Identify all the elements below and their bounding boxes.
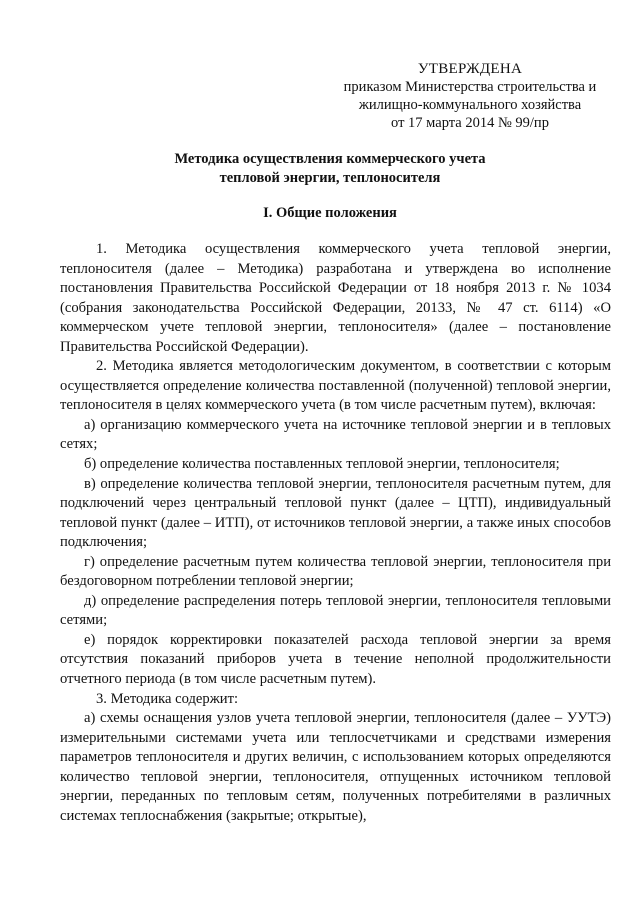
paragraph-3: 3. Методика содержит: bbox=[96, 690, 239, 707]
paragraph-1: 1. Методика осуществления коммерческого учета тепловой энергии, теплоносителя (далее – Методика) разработана и утверждена во исполнение постановления Правительства Российской Федерации от 18 ноября 2013 г. № 1034 (собрания законодательства Российской Федерации, 20133, № 47 ст. 6114) «О коммерческом учете тепловой энергии, теплоносителя» (далее – постановление Правительства Российской Федерации). bbox=[60, 241, 611, 355]
document-body bbox=[60, 240, 611, 826]
section-heading: I. Общие положения bbox=[263, 205, 397, 221]
paragraph-2c: в) определение количества тепловой энергии, теплоносителя расчетным путем, для подключений через центральный тепловой пункт (далее – ЦТП), индивидуальный тепловой пункт (далее – ИТП), от источников тепловой энергии, а также иных способов подключения; bbox=[60, 475, 611, 551]
paragraph-3a: а) схемы оснащения узлов учета тепловой энергии, теплоносителя (далее – УУТЭ) измерительными системами учета или теплосчетчиками и средствами измерения параметров теплоносителя и других величин, с использованием которых определяются количество тепловой энергии, теплоносителя, отпущенных источником тепловой энергии, переданных по тепловым сетям, полученных потребителями в различных системах теплоснабжения (закрытые; открытые), bbox=[60, 710, 611, 824]
document-title-line-2: тепловой энергии, теплоносителя bbox=[219, 170, 441, 186]
document-title-line-1: Методика осуществления коммерческого учета bbox=[174, 151, 486, 167]
document-title bbox=[60, 150, 600, 188]
paragraph-2e: д) определение распределения потерь тепловой энергии, теплоносителя тепловыми сетями; bbox=[60, 592, 611, 629]
approval-stamp bbox=[330, 60, 610, 132]
paragraph-2d: г) определение расчетным путем количества тепловой энергии, теплоносителя при бездоговорном потреблении тепловой энергии; bbox=[60, 553, 611, 590]
paragraph-2f: е) порядок корректировки показателей расхода тепловой энергии за время отсутствия показаний приборов учета в течение неполной продолжительности отчетного периода (в том числе расчетным путем). bbox=[60, 631, 611, 688]
paragraph-2a: а) организацию коммерческого учета на источнике тепловой энергии и в тепловых сетях; bbox=[60, 416, 611, 453]
approval-line-3: от 17 марта 2014 № 99/пр bbox=[391, 115, 549, 131]
approval-line-1: приказом Министерства строительства и bbox=[343, 79, 597, 95]
paragraph-2b: б) определение количества поставленных тепловой энергии, теплоносителя; bbox=[84, 456, 560, 473]
approval-line-2: жилищно-коммунального хозяйства bbox=[358, 97, 582, 113]
paragraph-2: 2. Методика является методологическим документом, в соответствии с которым осуществляется определение количества поставленной (полученной) тепловой энергии, теплоносителя в целях коммерческого учета (в том числе расчетным путем), включая: bbox=[60, 358, 611, 414]
approval-heading: УТВЕРЖДЕНА bbox=[417, 61, 523, 77]
